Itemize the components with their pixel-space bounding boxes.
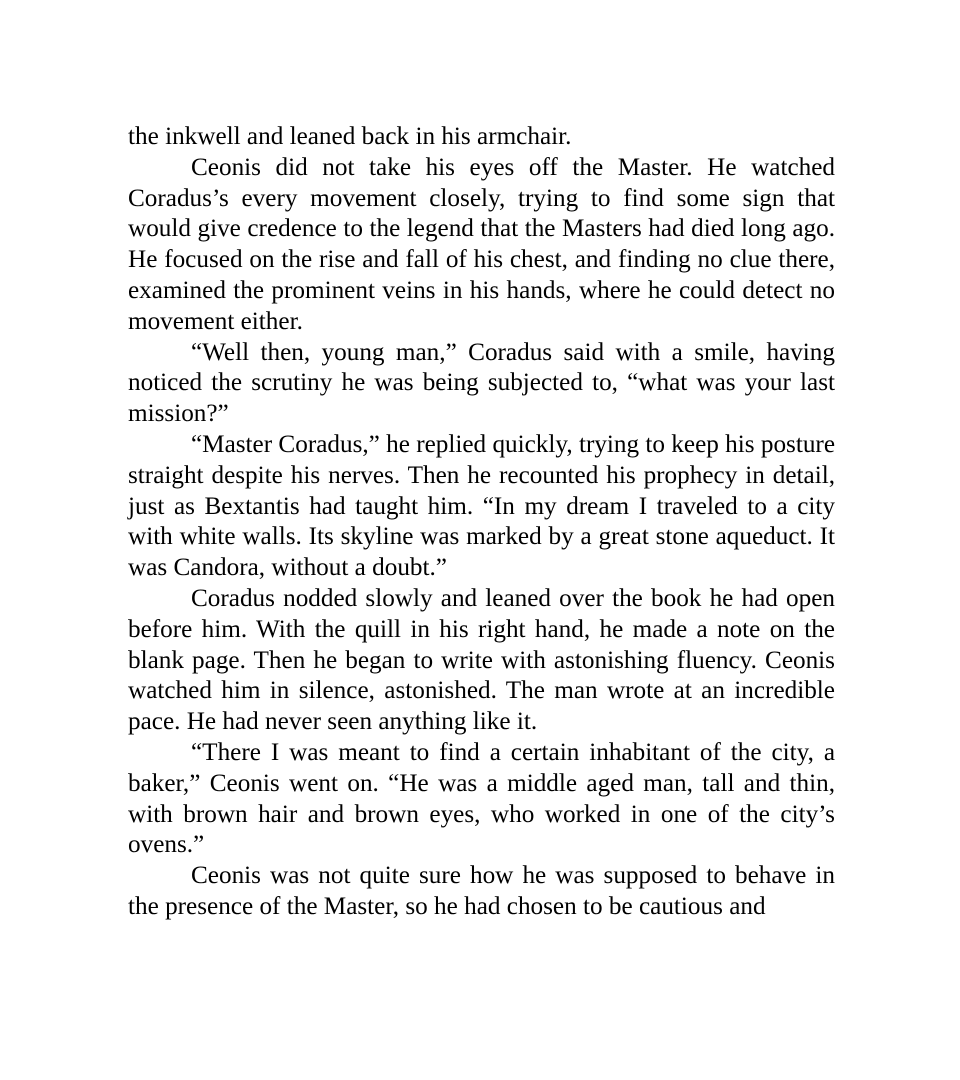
paragraph: Ceonis did not take his eyes off the Master. He watched Coradus’s every movement closely, trying to find some sign that would give credence to the legend that the Masters had died long ago. He focused on the rise and fall of his chest, and finding no clue there, examined the prominent veins in his hands, where he could detect no movement either. xyxy=(128,153,835,335)
paragraph: “Well then, young man,” Coradus said with a smile, having noticed the scrutiny he was being subjected to, “what was your last mission?” xyxy=(128,338,835,428)
paragraph-last: Ceonis was not quite sure how he was supposed to behave in the presence of the Master, so he had chosen to be cautious and xyxy=(128,862,835,920)
paragraph: Coradus nodded slowly and leaned over the book he had open before him. With the quill in his right hand, he made a note on the blank page. Then he began to write with astonishing fluency. Ceonis watched him in silence, astonished. The man wrote at an incredible pace. He had never seen anything like it. xyxy=(128,584,835,736)
paragraph: “Master Coradus,” he replied quickly, trying to keep his posture straight despite his nerves. Then he recounted his prophecy in detail, just as Bextantis had taught him. “In my dream I traveled to a city with white walls. Its skyline was marked by a great stone aqueduct. It was Candora, without a doubt.” xyxy=(128,430,835,582)
book-page xyxy=(128,122,835,923)
paragraph: “There I was meant to find a certain inhabitant of the city, a baker,” Ceonis went on. “He was a middle aged man, tall and thin, with brown hair and brown eyes, who worked in one of the city’s ovens.” xyxy=(128,738,835,859)
paragraph-continued: the inkwell and leaned back in his armchair. xyxy=(128,123,572,150)
